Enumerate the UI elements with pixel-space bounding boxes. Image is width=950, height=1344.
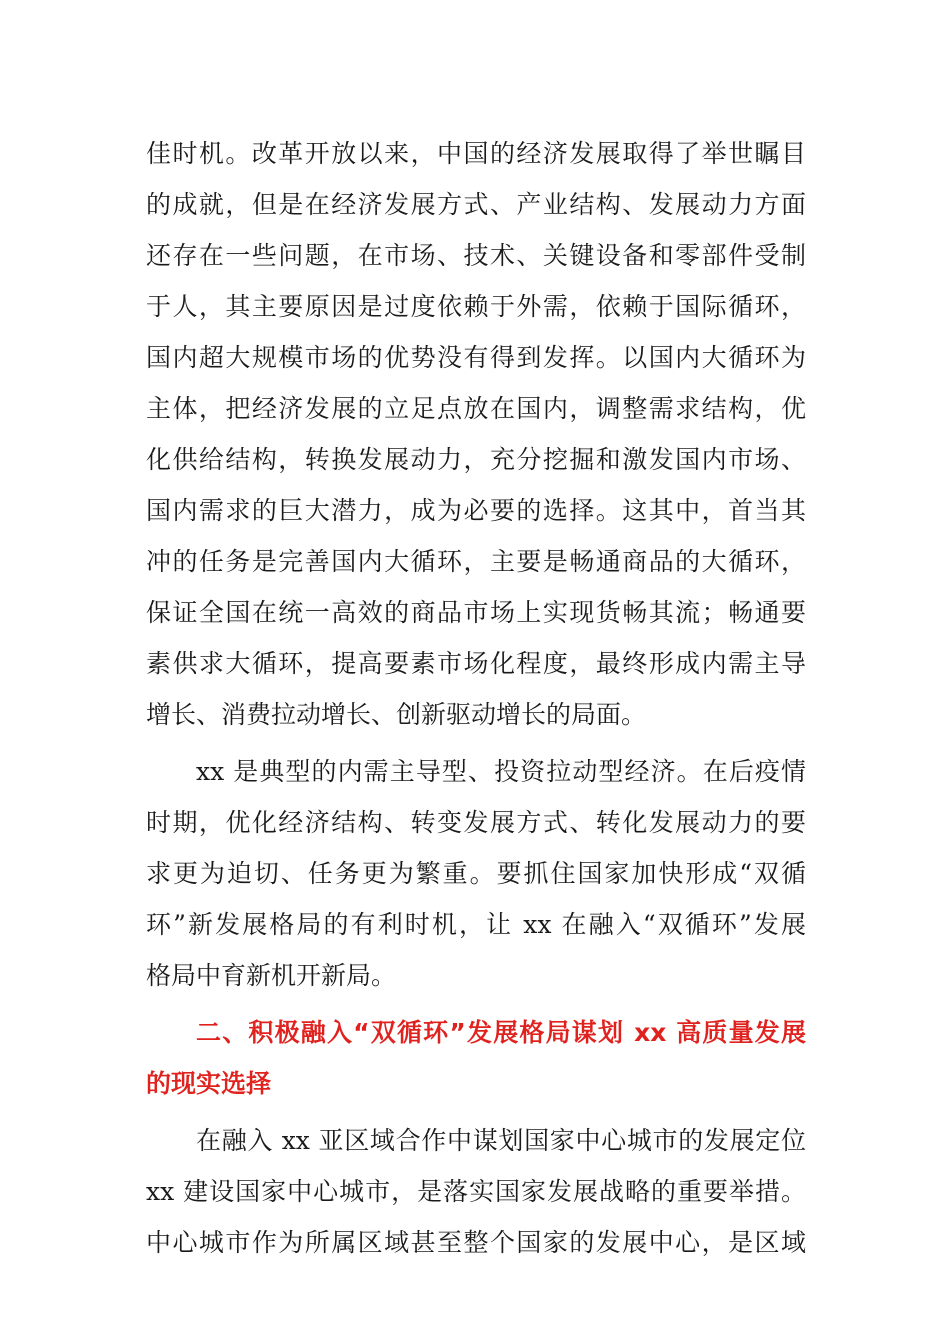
paragraph-line: 格局中育新机开新局。 bbox=[146, 961, 397, 990]
paragraph-line: 国内超大规模市场的优势没有得到发挥。以国内大循环为 bbox=[146, 343, 806, 372]
document-body bbox=[146, 128, 806, 1268]
paragraph-line: 素供求大循环，提高要素市场化程度，最终形成内需主导 bbox=[146, 649, 806, 678]
paragraph-line: 化供给结构，转换发展动力，充分挖掘和激发国内市场、 bbox=[146, 445, 806, 474]
paragraph-line: 国内需求的巨大潜力，成为必要的选择。这其中，首当其 bbox=[146, 496, 806, 525]
paragraph-line: 主体，把经济发展的立足点放在国内，调整需求结构，优 bbox=[146, 394, 806, 423]
paragraph-line: 保证全国在统一高效的商品市场上实现货畅其流；畅通要 bbox=[146, 598, 806, 627]
paragraph-line: 增长、消费拉动增长、创新驱动增长的局面。 bbox=[146, 700, 647, 729]
paragraph-1 bbox=[146, 128, 806, 740]
paragraph-line: 时期，优化经济结构、转变发展方式、转化发展动力的要 bbox=[146, 808, 806, 837]
paragraph-line: 还存在一些问题，在市场、技术、关键设备和零部件受制 bbox=[146, 241, 806, 270]
paragraph-line: 的成就，但是在经济发展方式、产业结构、发展动力方面 bbox=[146, 190, 806, 219]
paragraph-line: xx 建设国家中心城市，是落实国家发展战略的重要举措。 bbox=[146, 1177, 806, 1206]
paragraph-line: 求更为迫切、任务更为繁重。要抓住国家加快形成“双循 bbox=[146, 859, 806, 888]
paragraph-line: 于人，其主要原因是过度依赖于外需，依赖于国际循环， bbox=[146, 292, 806, 321]
paragraph-line: 中心城市作为所属区域甚至整个国家的发展中心，是区域 bbox=[146, 1228, 806, 1257]
paragraph-3 bbox=[146, 1115, 806, 1268]
paragraph-line: 冲的任务是完善国内大循环，主要是畅通商品的大循环， bbox=[146, 547, 806, 576]
paragraph-2 bbox=[146, 746, 806, 1001]
section-heading bbox=[146, 1007, 806, 1109]
paragraph-line: 佳时机。改革开放以来，中国的经济发展取得了举世瞩目 bbox=[146, 139, 806, 168]
paragraph-line: 环”新发展格局的有利时机，让 xx 在融入“双循环”发展 bbox=[146, 910, 806, 939]
heading-line: 的现实选择 bbox=[146, 1069, 272, 1098]
paragraph-line: xx 是典型的内需主导型、投资拉动型经济。在后疫情 bbox=[196, 757, 806, 786]
heading-line: 二、积极融入“双循环”发展格局谋划 xx 高质量发展 bbox=[196, 1018, 806, 1047]
paragraph-line: 在融入 xx 亚区域合作中谋划国家中心城市的发展定位 bbox=[196, 1126, 806, 1155]
